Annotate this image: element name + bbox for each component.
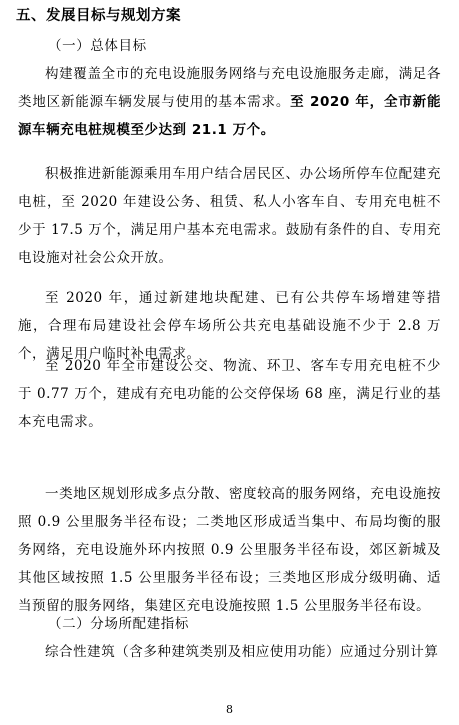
paragraph-complex-buildings: 综合性建筑（含多种建筑类别及相应使用功能）应通过分别计算 <box>45 644 439 660</box>
paragraph-special-chargers: 至 2020 年全市建设公交、物流、环卫、客车专用充电桩不少于 0.77 万个，建成有充电功能的公交停保场 68 座，满足行业的基本充电需求。 <box>18 358 441 430</box>
paragraph-overall-goal-bold-target: 至 2020 年，全市新能源车辆充电桩规模至少达到 21.1 万个。 <box>18 94 441 138</box>
page-number: 8 <box>226 703 233 716</box>
subsection-title-overall-goals: （一）总体目标 <box>48 38 147 54</box>
paragraph-private-chargers: 积极推进新能源乘用车用户结合居民区、办公场所停车位配建充电桩，至 2020 年建设公务、租赁、私人小客车自、专用充电桩不少于 17.5 万个，满足用户基本充电需求。鼓励有条件的自、专用充电设施对社会公众开放。 <box>18 166 441 266</box>
paragraph-overall-goal-text: 构建覆盖全市的充电设施服务网络与充电设施服务走廊，满足各类地区新能源车辆发展与使用的基本需求。 <box>18 66 441 110</box>
section-title: 五、发展目标与规划方案 <box>16 8 181 24</box>
subsection-title-site-indicators: （二）分场所配建指标 <box>48 616 189 632</box>
paragraph-public-chargers: 至 2020 年，通过新建地块配建、已有公共停车场增建等措施，合理布局建设社会停车场所公共充电基础设施不少于 2.8 万个，满足用户临时补电需求。 <box>18 290 441 362</box>
paragraph-service-network: 一类地区规划形成多点分散、密度较高的服务网络，充电设施按照 0.9 公里服务半径布设；二类地区形成适当集中、布局均衡的服务网络，充电设施外环内按照 0.9 公里服务半径布设，郊区新城及其他区域按照 1.5 公里服务半径布设；三类地区形成分级明确、适当预留的服务网络，集建区充电设施按照 1.5 公里服务半径布设。 <box>18 486 441 614</box>
paragraph-overall-goal <box>18 60 441 144</box>
